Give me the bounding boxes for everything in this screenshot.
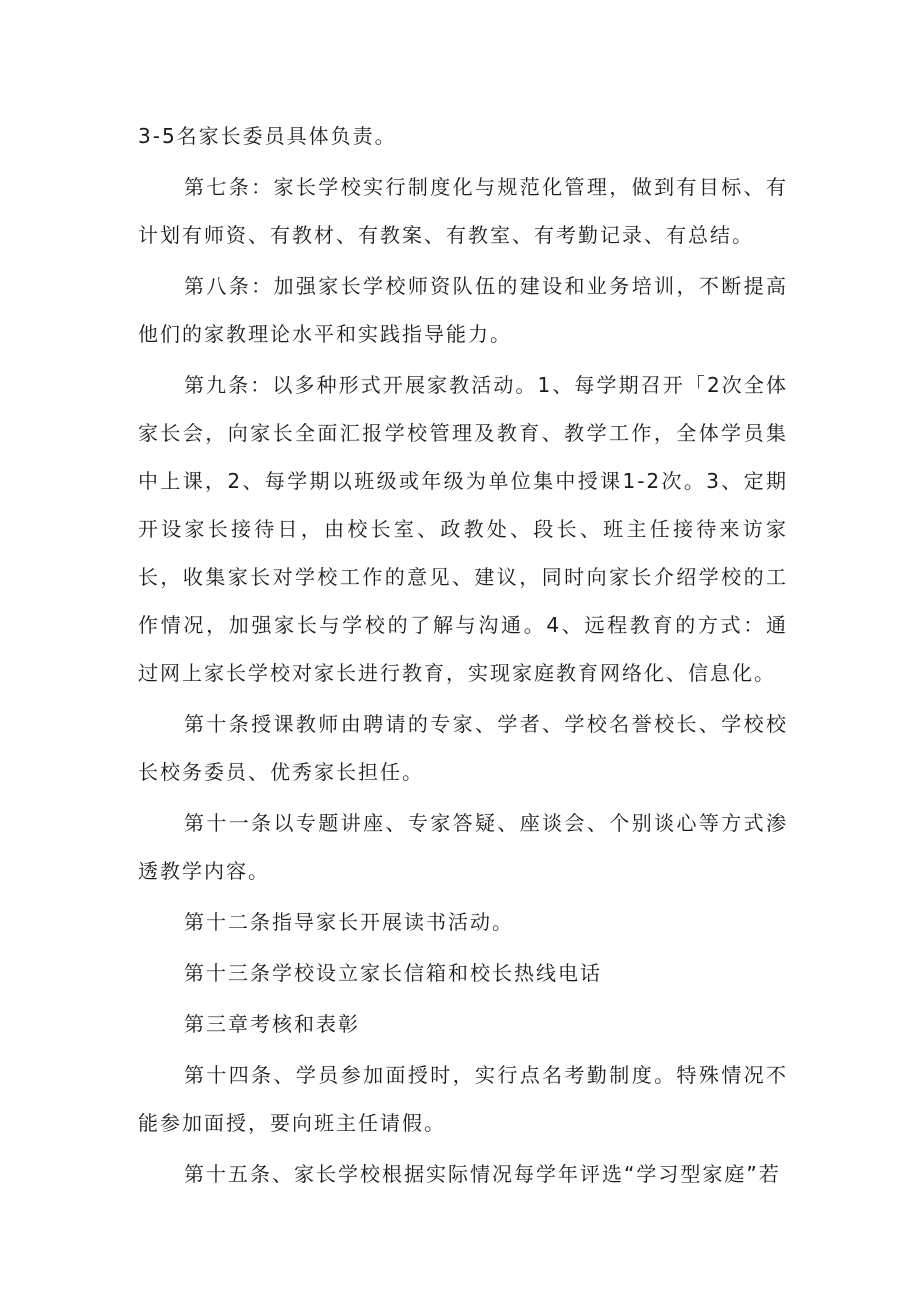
- paragraph-article-13: 第十三条学校设立家长信箱和校长热线电话: [184, 961, 602, 985]
- document-body: [138, 112, 788, 1201]
- paragraph-article-12: 第十二条指导家长开展读书活动。: [184, 910, 514, 934]
- paragraph-article-7: 第七条：家长学校实行制度化与规范化管理，做到有目标、有计划有师资、有教材、有教案、有教室、有考勤记录、有总结。: [138, 175, 788, 247]
- chapter-heading-3: 第三章考核和表彰: [184, 1012, 360, 1036]
- paragraph-article-10: 第十条授课教师由聘请的专家、学者、学校名誉校长、学校校长校务委员、优秀家长担任。: [138, 712, 788, 784]
- paragraph-continuation: 3-5名家长委员具体负责。: [138, 124, 397, 148]
- paragraph-article-9: 第九条：以多种形式开展家教活动。1、每学期召开「2次全体家长会，向家长全面汇报学校管理及教育、教学工作，全体学员集中上课，2、每学期以班级或年级为单位集中授课1-2次。3、定期开设家长接待日，由校长室、政教处、段长、班主任接待来访家长，收集家长对学校工作的意见、建议，同时向家长介绍学校的工作情况，加强家长与学校的了解与沟通。4、远程教育的方式：通过网上家长学校对家长进行教育，实现家庭教育网络化、信息化。: [138, 373, 788, 685]
- paragraph-article-15: 第十五条、家长学校根据实际情况每学年评选“学习型家庭”若: [184, 1162, 781, 1186]
- paragraph-article-14: 第十四条、学员参加面授时，实行点名考勤制度。特殊情况不能参加面授，要向班主任请假。: [138, 1063, 788, 1135]
- paragraph-article-11: 第十一条以专题讲座、专家答疑、座谈会、个别谈心等方式渗透教学内容。: [138, 811, 788, 883]
- paragraph-article-8: 第八条：加强家长学校师资队伍的建设和业务培训，不断提高他们的家教理论水平和实践指导能力。: [138, 274, 788, 346]
